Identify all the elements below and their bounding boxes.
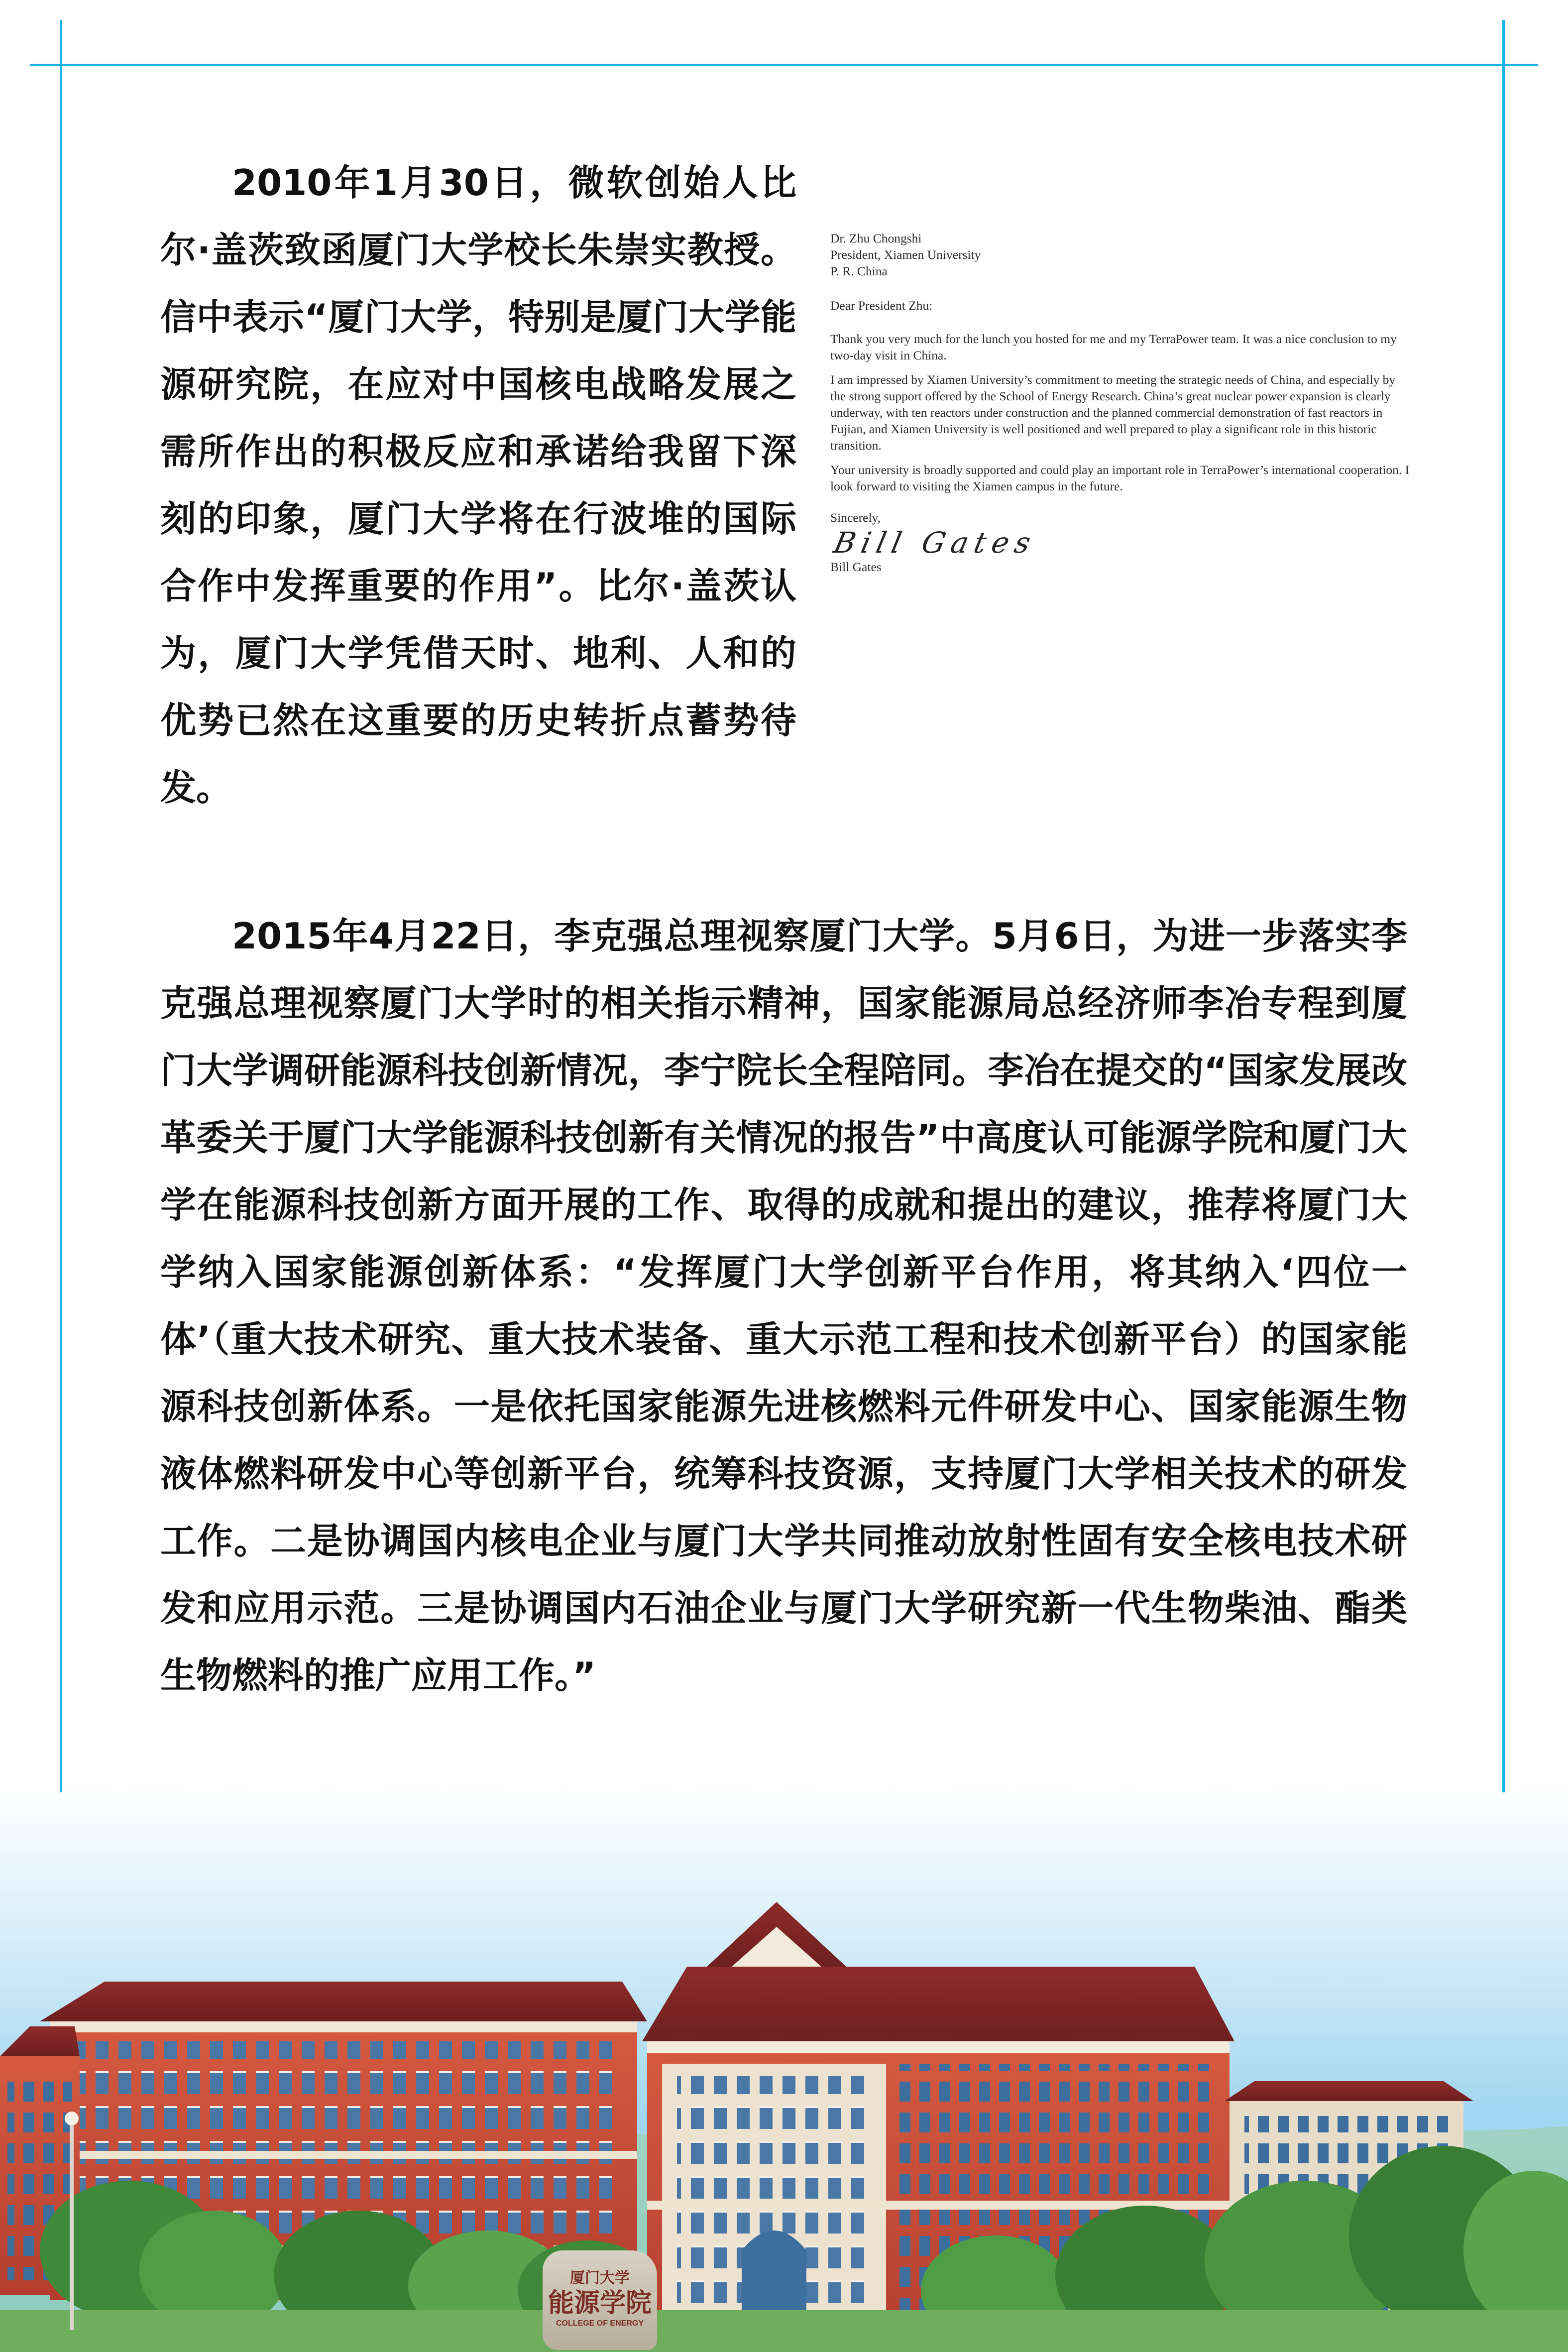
letter-signer: Bill Gates <box>830 560 882 574</box>
paragraph-1: 2010年1月30日，微软创始人比尔·盖茨致函厦门大学校长朱崇实教授。信中表示“厦门大学，特别是厦门大学能源研究院，在应对中国核电战略发展之需所作出的积极反应和承诺给我留下深刻的印象，厦门大学将在行波堆的国际合作中发挥重要的作用”。比尔·盖茨认为，厦门大学凭借天时、地利、人和的优势已然在这重要的历史转折点蓄势待发。 <box>160 162 796 809</box>
letter-body-2: I am impressed by Xiamen University’s commitment to meeting the strategic needs of China, and especially by the strong support offered by the School of Energy Research. China’s great nuclear power expansion is clearly underway, with ten reactors under construction and the planned commercial demonstration of fast reactors in Fujian, and Xiamen University is well positioned and well prepared to play a significant role in this historic transition. <box>830 372 1396 453</box>
sign-line-3: COLLEGE OF ENERGY <box>556 2319 644 2328</box>
letter-body-3: Your university is broadly supported and could play an important role in TerraPower’s international cooperation. I look forward to visiting the Xiamen campus in the future. <box>830 463 1410 493</box>
building-illustration <box>0 1892 1568 2352</box>
handwritten-signature: Bill Gates <box>830 526 1040 560</box>
letter-closing: Sincerely, <box>830 510 881 525</box>
campus-stone-sign <box>543 2250 657 2350</box>
frame-line-right <box>1502 20 1505 1792</box>
letter-recipient-country: P. R. China <box>830 264 888 278</box>
campus-building-photo <box>0 1892 1568 2352</box>
frame-line-left <box>60 20 62 1792</box>
sign-line-2: 能源学院 <box>548 2288 652 2318</box>
sign-line-1: 厦门大学 <box>570 2269 630 2287</box>
letter-recipient-title: President, Xiamen University <box>830 247 981 262</box>
letter-signature-block <box>830 509 1410 575</box>
letter-salutation: Dear President Zhu: <box>830 298 933 313</box>
lamp-post <box>70 2121 74 2330</box>
letter-body-1: Thank you very much for the lunch you hosted for me and my TerraPower team. It was a nice conclusion to my two-day visit in China. <box>830 332 1397 362</box>
letter-address <box>830 230 1410 279</box>
gates-letter <box>830 230 1410 693</box>
paragraph-2: 2015年4月22日，李克强总理视察厦门大学。5月6日，为进一步落实李克强总理视察厦门大学时的相关指示精神，国家能源局总经济师李冶专程到厦门大学调研能源科技创新情况，李宁院长全程陪同。李冶在提交的“国家发展改革委关于厦门大学能源科技创新有关情况的报告”中高度认可能源学院和厦门大学在能源科技创新方面开展的工作、取得的成就和提出的建议，推荐将厦门大学纳入国家能源创新体系：“发挥厦门大学创新平台作用，将其纳入‘四位一体’（重大技术研究、重大技术装备、重大示范工程和技术创新平台）的国家能源科技创新体系。一是依托国家能源先进核燃料元件研发中心、国家能源生物液体燃料研发中心等创新平台，统筹科技资源，支持厦门大学相关技术的研发工作。二是协调国内核电企业与厦门大学共同推动放射性固有安全核电技术研发和应用示范。三是协调国内石油企业与厦门大学研究新一代生物柴油、酯类生物燃料的推广应用工作。” <box>160 915 1407 1696</box>
frame-line-top <box>30 64 1538 66</box>
letter-recipient-name: Dr. Zhu Chongshi <box>830 231 922 245</box>
